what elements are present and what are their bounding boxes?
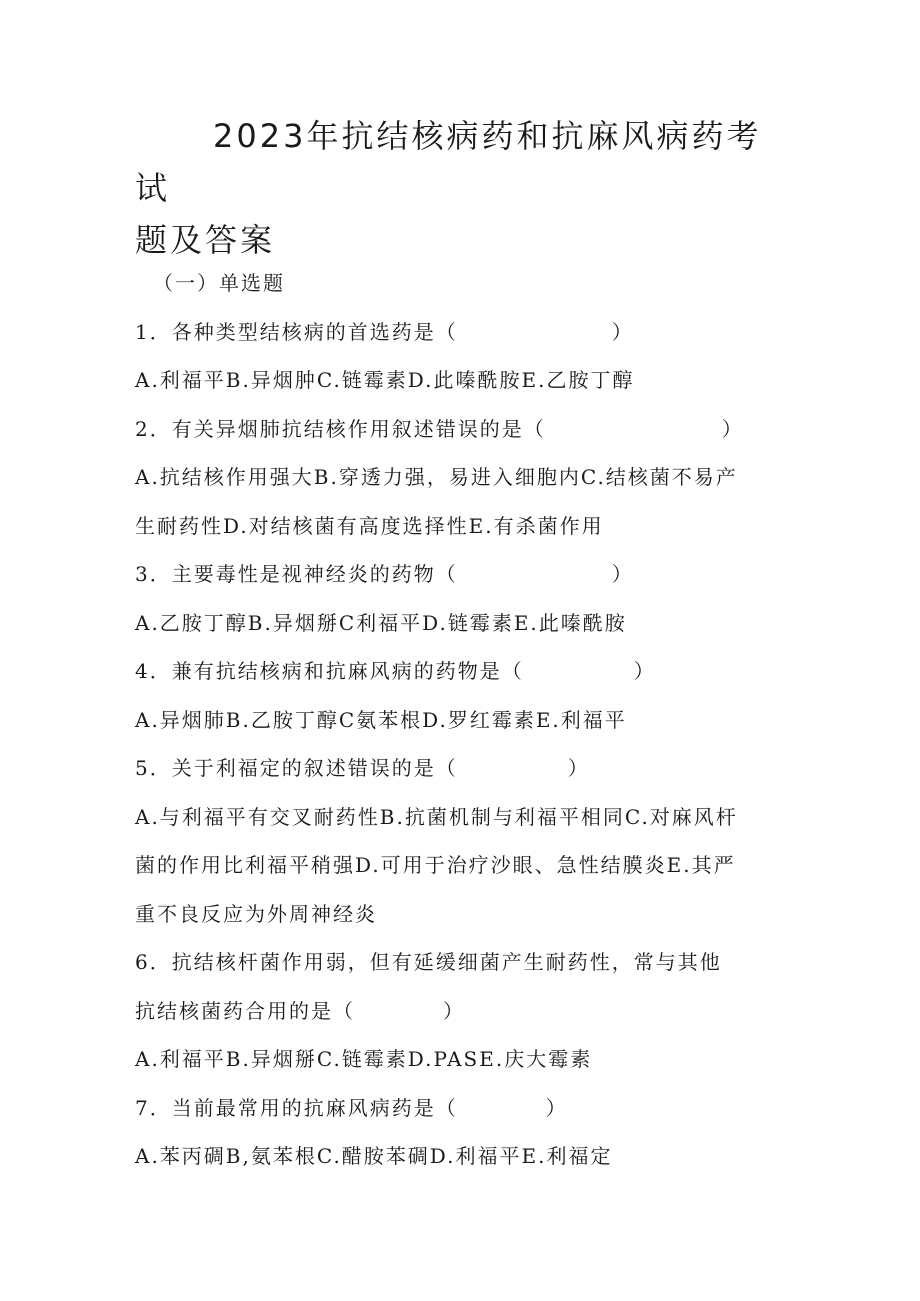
options-4: A.异烟肺B.乙胺丁醇C氨苯根D.罗红霉素E.利福平 <box>135 707 627 732</box>
options-5-line-3: 重不良反应为外周神经炎 <box>135 901 377 926</box>
section-heading: （一）单选题 <box>153 271 285 295</box>
options-3: A.乙胺丁醇B.异烟掰C利福平D.链霉素E.此嗪酰胺 <box>135 610 627 635</box>
options-6: A.利福平B.异烟掰C.链霉素D.PASE.庆大霉素 <box>135 1047 593 1071</box>
options-1: A.利福平B.异烟肿C.链霉素D.此嗪酰胺E.乙胺丁醇 <box>135 368 635 392</box>
question-4: 4．兼有抗结核病和抗麻风病的药物是（ ） <box>135 659 656 683</box>
question-1: 1．各种类型结核病的首选药是（ ） <box>135 319 634 344</box>
question-5: 5．关于利福定的叙述错误的是（ ） <box>135 756 590 780</box>
options-2-line-1: A.抗结核作用强大B.穿透力强，易进入细胞内C.结核菌不易产 <box>135 465 738 489</box>
question-6-line-2: 抗结核菌药合用的是（ ） <box>135 998 465 1023</box>
question-2: 2．有关异烟肺抗结核作用叙述错误的是（ ） <box>135 416 744 441</box>
title-line-2: 题及答案 <box>135 221 276 259</box>
options-5-line-2: 菌的作用比利福平稍强D.可用于治疗沙眼、急性结膜炎E.其严 <box>135 853 736 877</box>
options-7: A.苯丙碉B,氨苯根C.醋胺苯碉D.利福平E.利福定 <box>135 1144 613 1168</box>
question-6-line-1: 6．抗结核杆菌作用弱，但有延缓细菌产生耐药性，常与其他 <box>135 950 722 974</box>
document-title <box>135 110 795 266</box>
question-3: 3．主要毒性是视神经炎的药物（ ） <box>135 562 634 586</box>
options-5-line-1: A.与利福平有交叉耐药性B.抗菌机制与利福平相同C.对麻风杆 <box>135 804 738 829</box>
question-7: 7．当前最常用的抗麻风病药是（ ） <box>135 1095 568 1120</box>
document-body <box>135 259 795 1181</box>
options-2-line-2: 生耐药性D.对结核菌有高度选择性E.有杀菌作用 <box>135 513 604 538</box>
title-line-1: 2023年抗结核病药和抗麻风病药考试 <box>135 117 762 207</box>
